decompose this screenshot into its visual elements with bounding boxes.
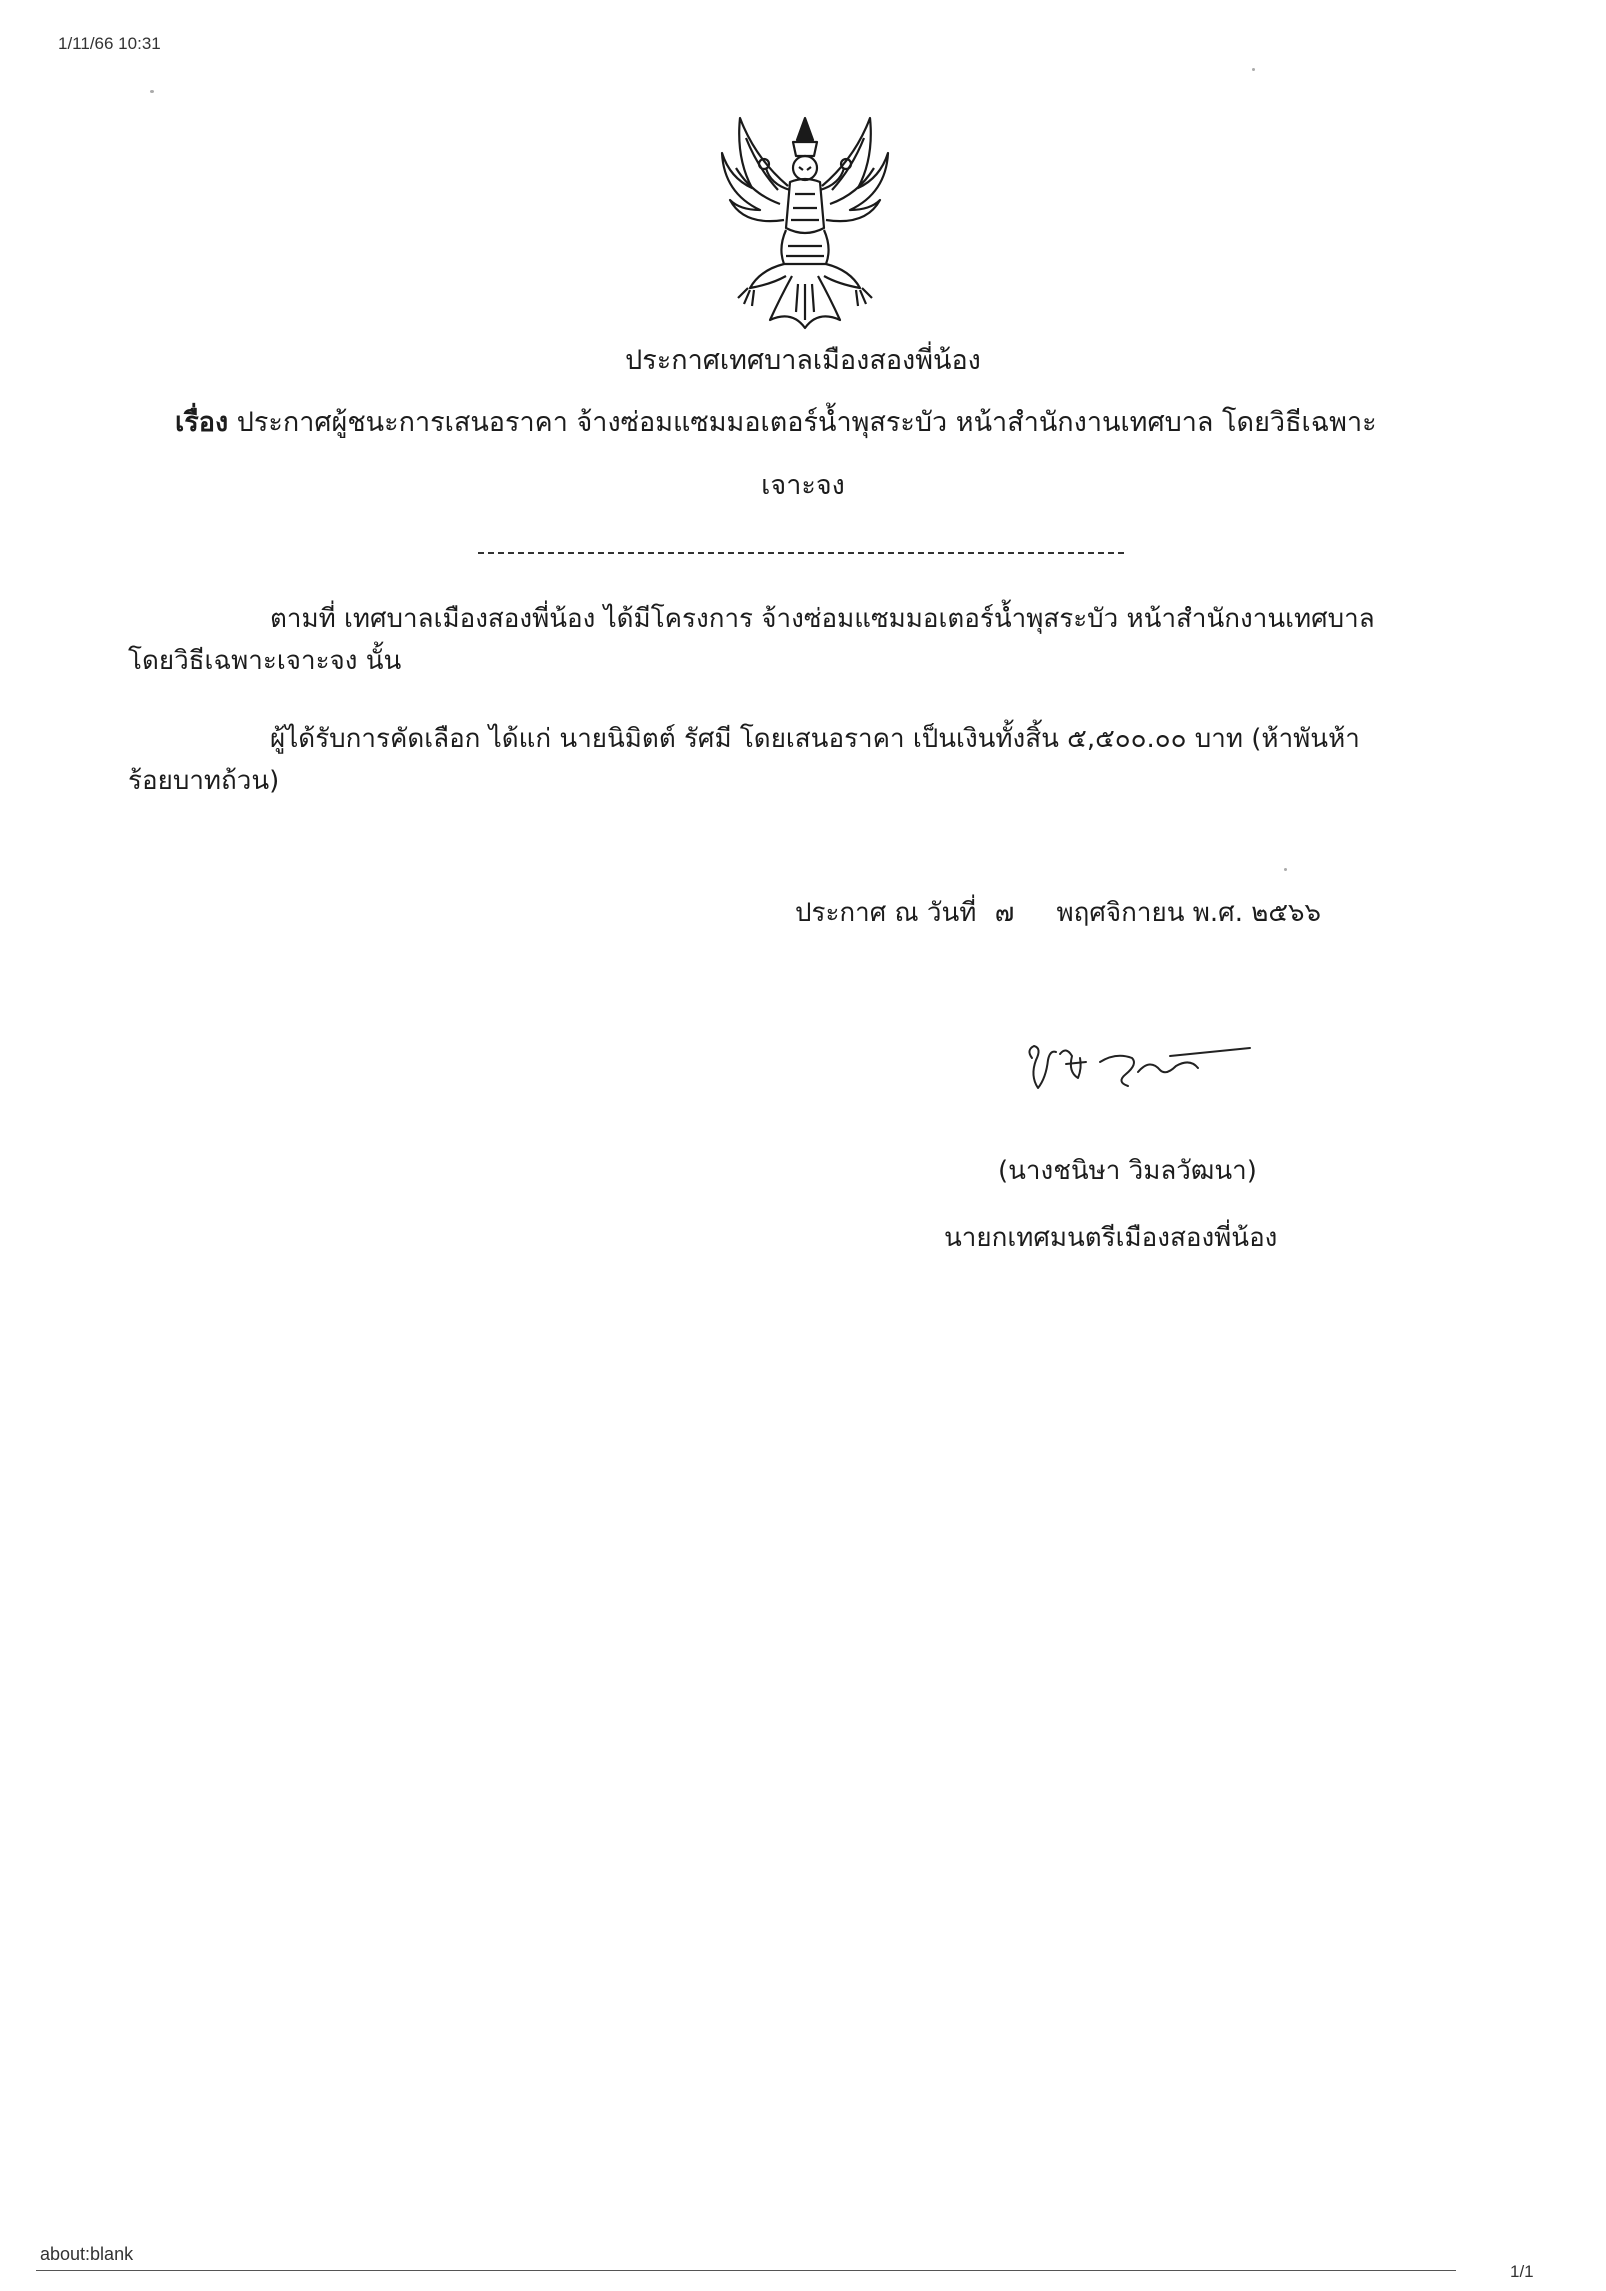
paragraph-2-line-1: ผู้ได้รับการคัดเลือก ได้แก่ นายนิมิตต์ รัศมี โดยเสนอราคา เป็นเงินทั้งสิ้น ๕,๕๐๐.๐๐ บาท (ห้าพันห้า (270, 724, 1360, 754)
signer-title: นายกเทศมนตรีเมืองสองพี่น้อง (944, 1223, 1278, 1253)
document-title: ประกาศเทศบาลเมืองสองพี่น้อง (625, 345, 981, 376)
scan-speck (1252, 68, 1255, 71)
footer-rule (36, 2270, 1456, 2271)
subject-label: เรื่อง (175, 407, 229, 438)
announcement-date (795, 892, 1321, 933)
dashed-divider (478, 552, 1124, 554)
garuda-emblem-icon (700, 98, 910, 338)
print-footer-page: 1/1 (1510, 2262, 1534, 2281)
subject-line-2: เจาะจง (761, 470, 845, 501)
print-footer-url: about:blank (40, 2244, 134, 2264)
scan-speck (150, 90, 154, 93)
subject-text: ประกาศผู้ชนะการเสนอราคา จ้างซ่อมแซมมอเตอร์น้ำพุสระบัว หน้าสำนักงานเทศบาล โดยวิธีเฉพาะ (236, 407, 1377, 438)
paragraph-2-line-2: ร้อยบาทถ้วน) (128, 766, 280, 796)
announce-month-year: พฤศจิกายน พ.ศ. ๒๕๖๖ (1056, 898, 1322, 928)
handwritten-signature (1020, 1028, 1270, 1108)
scan-speck (1284, 868, 1287, 871)
subject-line-1 (175, 400, 1377, 443)
print-header-datetime: 1/11/66 10:31 (58, 34, 161, 53)
signer-name: (นางชนิษา วิมลวัฒนา) (998, 1156, 1257, 1186)
paragraph-1-line-1: ตามที่ เทศบาลเมืองสองพี่น้อง ได้มีโครงการ จ้างซ่อมแซมมอเตอร์น้ำพุสระบัว หน้าสำนักงานเทศบาล (270, 604, 1375, 634)
announce-prefix: ประกาศ ณ วันที่ (795, 898, 977, 928)
announce-day: ๗ (994, 898, 1015, 928)
paragraph-1-line-2: โดยวิธีเฉพาะเจาะจง นั้น (128, 646, 402, 676)
